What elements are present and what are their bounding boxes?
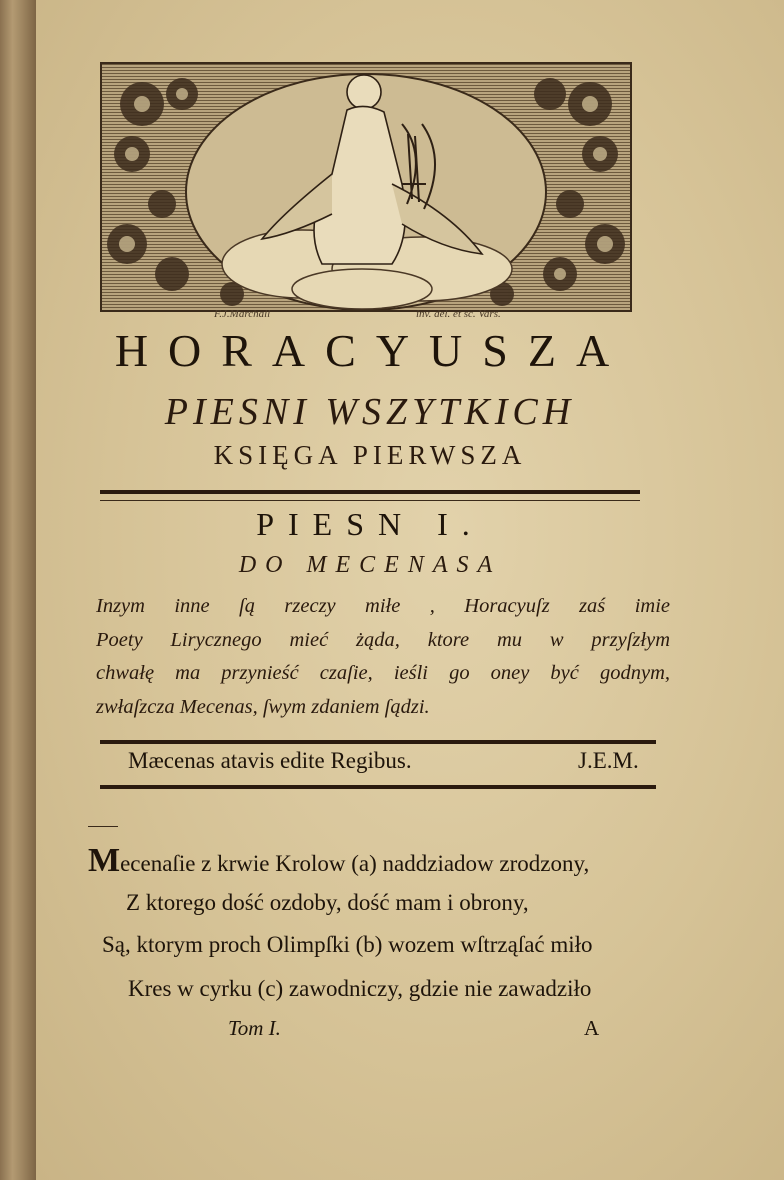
argument-line: zwłaſzcza Mecenas, ſwym zdaniem ſądzi.	[96, 695, 430, 718]
book-spine-edge	[0, 0, 36, 1180]
engraver-credit-right: inv. del. et sc. Vars.	[416, 308, 501, 320]
short-dash	[88, 826, 118, 827]
thin-rule	[100, 500, 640, 501]
argument-line: Poety Lirycznego mieć żąda, ktore mu w przyſzłym	[96, 628, 670, 651]
poem-line: Są, ktorym proch Olimpſki (b) wozem wſtrząſać miło	[102, 932, 593, 957]
argument-line: chwałę ma przynieść czaſie, ieśli go oney być godnym,	[96, 662, 670, 684]
poem-line: Z ktorego dość ozdoby, dość mam i obrony,	[126, 890, 529, 915]
signature-mark: A	[584, 1016, 600, 1040]
dedication-heading: DO MECENASA	[238, 552, 502, 578]
ornamental-rule	[100, 490, 640, 494]
subtitle: PIESNI WSZYTKICH	[164, 391, 576, 433]
vignette-illustration	[102, 64, 630, 310]
argument-paragraph	[96, 590, 670, 724]
epigraph-attribution: J.E.M.	[578, 748, 639, 773]
engraved-vignette	[100, 62, 632, 312]
poem-line-text: ecenaſie z krwie Krolow (a) naddziadow zrodzony,	[120, 851, 590, 876]
poem-line	[88, 842, 589, 880]
main-title: HORACYUSZA	[114, 325, 630, 376]
argument-line: Inzym inne ſą rzeczy miłe , Horacyuſz zaś imie	[96, 595, 670, 617]
latin-epigraph: Mæcenas atavis edite Regibus.	[128, 748, 412, 773]
drop-cap: M	[88, 842, 121, 879]
ornamental-rule	[100, 740, 656, 744]
poem-line: Kres w cyrku (c) zawodniczy, gdzie nie zawadziło	[128, 976, 592, 1001]
engraver-credit-left: F.J.Marchall	[214, 308, 271, 320]
song-title: PIESN I.	[256, 506, 484, 542]
ornamental-rule	[100, 785, 656, 789]
book-label: KSIĘGA PIERWSZA	[213, 440, 527, 470]
volume-footer: Tom I.	[228, 1016, 281, 1040]
